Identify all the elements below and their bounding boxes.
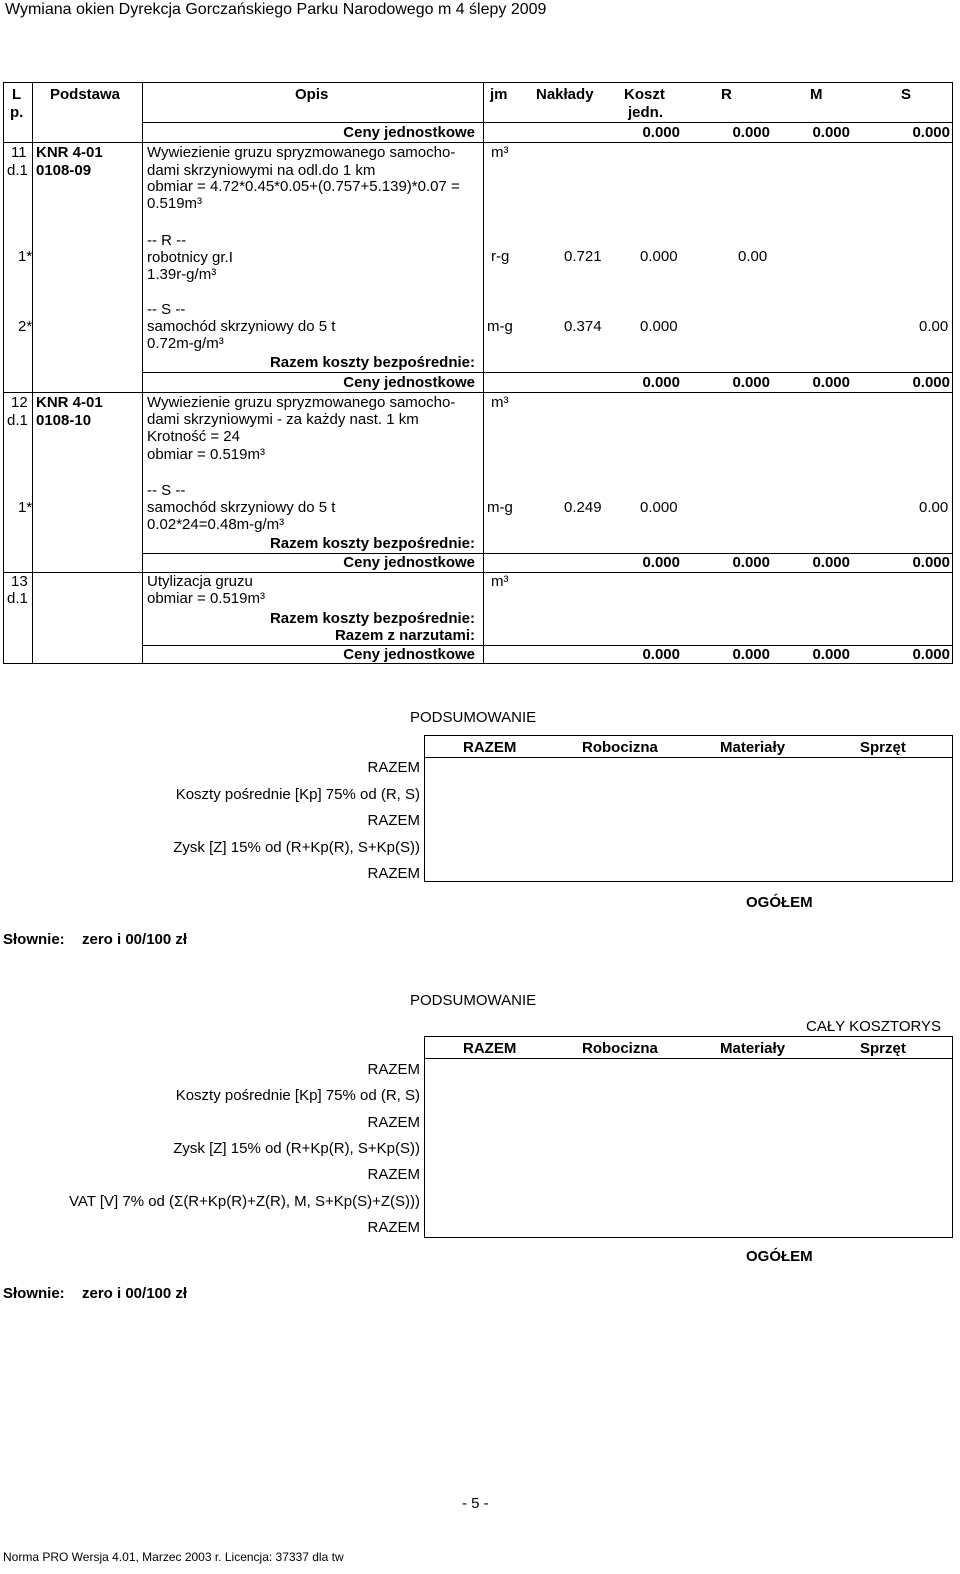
item12-sub1-jm: m-g: [487, 499, 513, 516]
footer-license: Norma PRO Wersja 4.01, Marzec 2003 r. Licencja: 37337 dla tw: [3, 1550, 344, 1564]
item12-ceny-r: 0.000: [732, 554, 770, 571]
summary2-row-1: RAZEM: [367, 1061, 420, 1078]
item11-sub1-koszt: 0.000: [640, 248, 678, 265]
item12-ceny-m: 0.000: [812, 554, 850, 571]
item12-sub1-naklady: 0.249: [564, 499, 602, 516]
item11-sub1-line3: 1.39r-g/m³: [147, 266, 217, 283]
item11-sub1-jm: r-g: [491, 248, 510, 265]
summary2-title: PODSUMOWANIE: [410, 992, 537, 1009]
ceny-top-r: 0.000: [732, 124, 770, 141]
header-naklady: Nakłady: [536, 86, 594, 103]
summary2-row-3: RAZEM: [367, 1114, 420, 1131]
page-number: - 5 -: [462, 1495, 489, 1512]
item11-opis-1: Wywiezienie gruzu spryzmowanego samocho-: [147, 144, 456, 161]
item12-sub1-s: 0.00: [919, 499, 949, 516]
summary2-row-5: RAZEM: [367, 1166, 420, 1183]
item12-lp: 12: [11, 394, 28, 411]
item12-ceny-label: Ceny jednostkowe: [343, 554, 475, 571]
summary2-col-sprzet: Sprzęt: [860, 1040, 906, 1057]
item11-sub1-line2: robotnicy gr.I: [147, 249, 233, 266]
item13-jm: m³: [491, 573, 509, 590]
summary2-row-2: Koszty pośrednie [Kp] 75% od (R, S): [175, 1087, 420, 1104]
summary1-col-robocizna: Robocizna: [582, 739, 658, 756]
header-jm: jm: [490, 86, 508, 103]
item12-podstawa: KNR 4-01: [36, 394, 103, 411]
item11-lp: 11: [11, 144, 27, 161]
item11-opis-3: obmiar = 4.72*0.45*0.05+(0.757+5.139)*0.07 =: [147, 178, 460, 195]
item11-sub2-line2: samochód skrzyniowy do 5 t: [147, 318, 336, 335]
summary1-col-sprzet: Sprzęt: [860, 739, 906, 756]
item11-sub1-r: 0.00: [738, 248, 768, 265]
item11-podstawa-2: 0108-09: [36, 162, 92, 179]
item12-sub1-lp: 1*: [18, 499, 33, 516]
item11-sub2-line3: 0.72m-g/m³: [147, 335, 224, 352]
item12-opis-3: Krotność = 24: [147, 428, 240, 445]
item11-ceny-m: 0.000: [812, 374, 850, 391]
document-title: Wymiana okien Dyrekcja Gorczańskiego Parku Narodowego m 4 ślepy 2009: [5, 1, 547, 18]
item13-opis-1: Utylizacja gruzu: [147, 573, 253, 590]
header-lp-1: L: [12, 86, 22, 103]
item11-lp2: d.1: [7, 162, 28, 179]
summary1-ogolem: OGÓŁEM: [746, 894, 813, 911]
header-koszt-1: Koszt: [624, 86, 665, 103]
item13-lp2: d.1: [7, 590, 28, 607]
item12-sub1-koszt: 0.000: [640, 499, 678, 516]
summary1-row-5: RAZEM: [367, 865, 420, 882]
item12-sub1-line1: -- S --: [147, 482, 186, 499]
item12-podstawa-2: 0108-10: [36, 412, 92, 429]
item12-opis-2: dami skrzyniowymi - za każdy nast. 1 km: [147, 411, 419, 428]
item11-sub1-line1: -- R --: [147, 232, 187, 249]
summary1-title: PODSUMOWANIE: [410, 709, 537, 726]
item11-sub2-naklady: 0.374: [564, 318, 602, 335]
item12-ceny-s: 0.000: [912, 554, 950, 571]
summary1-slownie-value: zero i 00/100 zł: [82, 931, 188, 948]
item13-lp: 13: [11, 573, 28, 590]
item11-sub2-lp: 2*: [18, 318, 33, 335]
item11-opis-2: dami skrzyniowymi na odl.do 1 km: [147, 162, 376, 179]
ceny-top-m: 0.000: [812, 124, 850, 141]
summary2-row-4: Zysk [Z] 15% od (R+Kp(R), S+Kp(S)): [173, 1140, 420, 1157]
item12-opis-4: obmiar = 0.519m³: [147, 446, 265, 463]
summary1-row-3: RAZEM: [367, 812, 420, 829]
item12-sub1-line2: samochód skrzyniowy do 5 t: [147, 499, 336, 516]
summary2-col-materialy: Materiały: [720, 1040, 786, 1057]
item11-sub2-jm: m-g: [487, 318, 513, 335]
summary2-ogolem: OGÓŁEM: [746, 1248, 813, 1265]
summary2-slownie-value: zero i 00/100 zł: [82, 1285, 188, 1302]
summary1-row-1: RAZEM: [367, 759, 420, 776]
item11-opis-4: 0.519m³: [147, 195, 203, 212]
header-podstawa: Podstawa: [50, 86, 121, 103]
summary2-col-robocizna: Robocizna: [582, 1040, 658, 1057]
item13-ceny-r: 0.000: [732, 646, 770, 663]
item11-razem-kb: Razem koszty bezpośrednie:: [269, 354, 475, 371]
item11-sub1-lp: 1*: [18, 248, 33, 265]
summary1-col-razem: RAZEM: [463, 739, 517, 756]
item12-ceny-koszt: 0.000: [642, 554, 680, 571]
item12-opis-1: Wywiezienie gruzu spryzmowanego samocho-: [147, 394, 456, 411]
header-r: R: [721, 86, 732, 103]
item12-razem-kb: Razem koszty bezpośrednie:: [269, 535, 475, 552]
summary2-row-7: RAZEM: [367, 1219, 420, 1236]
ceny-label: Ceny jednostkowe: [343, 124, 475, 141]
header-opis: Opis: [295, 86, 329, 103]
item13-opis-2: obmiar = 0.519m³: [147, 590, 265, 607]
item12-sub1-line3: 0.02*24=0.48m-g/m³: [147, 516, 285, 533]
summary2-slownie-label: Słownie:: [3, 1285, 65, 1302]
item12-lp2: d.1: [7, 412, 28, 429]
ceny-top-s: 0.000: [912, 124, 950, 141]
ceny-top-koszt: 0.000: [642, 124, 680, 141]
item11-sub1-naklady: 0.721: [564, 248, 602, 265]
summary1-col-materialy: Materiały: [720, 739, 786, 756]
item13-razem-narzut: Razem z narzutami:: [334, 627, 475, 644]
summary1-row-4: Zysk [Z] 15% od (R+Kp(R), S+Kp(S)): [173, 839, 420, 856]
item11-sub2-line1: -- S --: [147, 301, 186, 318]
item13-ceny-koszt: 0.000: [642, 646, 680, 663]
item13-ceny-label: Ceny jednostkowe: [343, 646, 475, 663]
item13-ceny-m: 0.000: [812, 646, 850, 663]
header-s: S: [901, 86, 912, 103]
item11-sub2-koszt: 0.000: [640, 318, 678, 335]
summary2-col-razem: RAZEM: [463, 1040, 517, 1057]
header-koszt-2: jedn.: [628, 104, 664, 121]
summary2-row-6: VAT [V] 7% od (Σ(R+Kp(R)+Z(R), M, S+Kp(S)+Z(S))): [69, 1193, 420, 1210]
summary2-subtitle: CAŁY KOSZTORYS: [806, 1018, 942, 1035]
header-m: M: [810, 86, 823, 103]
item12-jm: m³: [491, 394, 509, 411]
summary1-row-2: Koszty pośrednie [Kp] 75% od (R, S): [175, 786, 420, 803]
header-lp-2: p.: [10, 104, 24, 121]
item11-jm: m³: [491, 144, 509, 161]
item11-ceny-r: 0.000: [732, 374, 770, 391]
item11-sub2-s: 0.00: [919, 318, 949, 335]
item11-ceny-s: 0.000: [912, 374, 950, 391]
item13-razem-kb: Razem koszty bezpośrednie:: [269, 610, 475, 627]
item11-podstawa: KNR 4-01: [36, 144, 103, 161]
item11-ceny-label: Ceny jednostkowe: [343, 374, 475, 391]
summary1-slownie-label: Słownie:: [3, 931, 65, 948]
item11-ceny-koszt: 0.000: [642, 374, 680, 391]
item13-ceny-s: 0.000: [912, 646, 950, 663]
